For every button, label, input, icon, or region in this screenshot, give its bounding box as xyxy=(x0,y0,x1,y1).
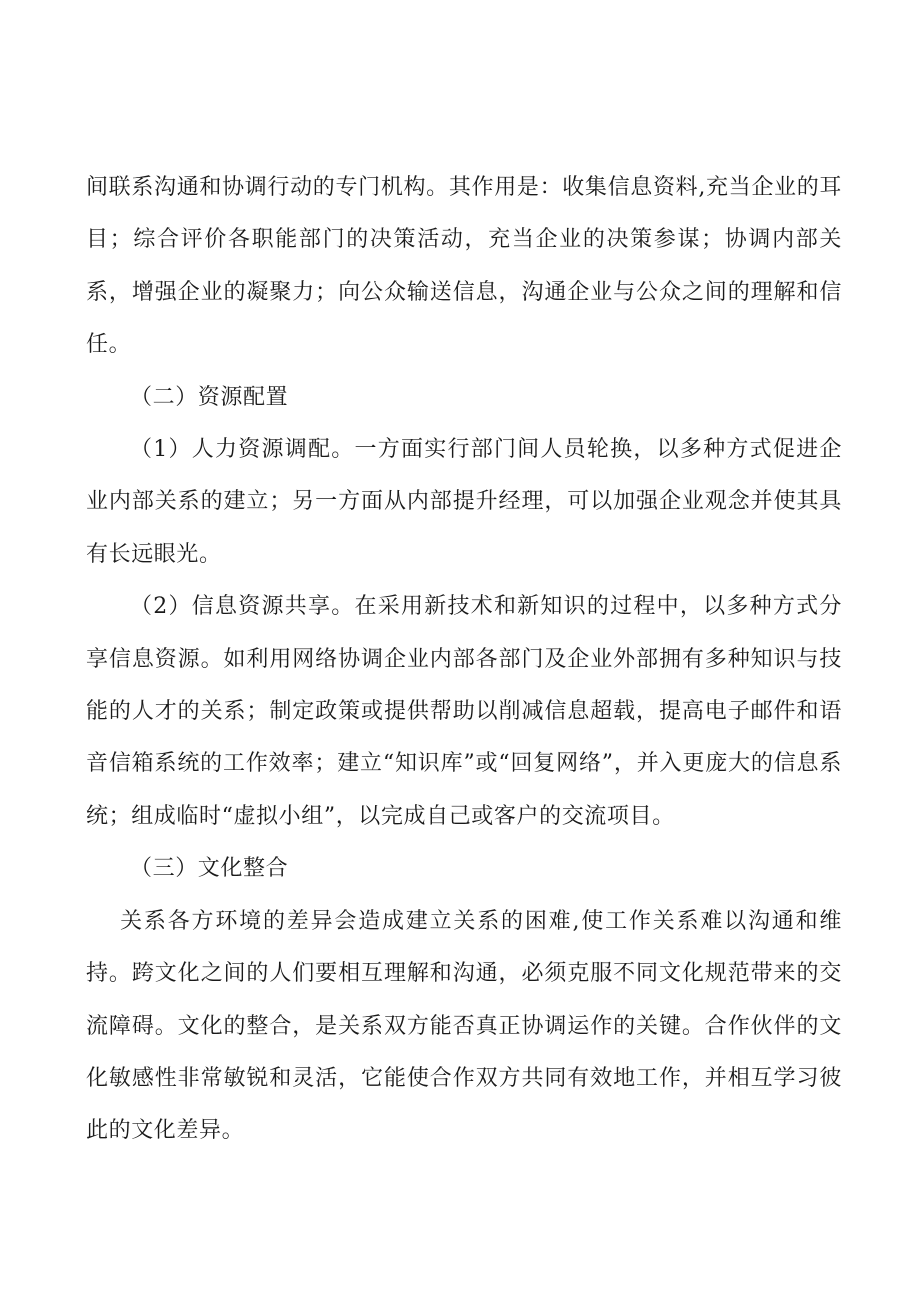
section-heading-resource-allocation: （二）资源配置 xyxy=(130,384,289,410)
paragraph-cultural-integration: 关系各方环境的差异会造成建立关系的困难,使工作关系难以沟通和维持。跨文化之间的人们要相互理解和沟通，必须克服不同文化规范带来的交流障碍。文化的整合，是关系双方能否真正协调运作的关键。合作伙伴的文化敏感性非常敏锐和灵活，它能使合作双方共同有效地工作，并相互学习彼此的文化差异。 xyxy=(86,908,842,1144)
document-body xyxy=(86,162,842,1158)
paragraph-continued-function: 间联系沟通和协调行动的专门机构。其作用是：收集信息资料,充当企业的耳目；综合评价各职能部门的决策活动，充当企业的决策参谋；协调内部关系，增强企业的凝聚力；向公众输送信息，沟通企业与公众之间的理解和信任。 xyxy=(86,175,842,358)
paragraph-information-sharing: （2）信息资源共享。在采用新技术和新知识的过程中，以多种方式分享信息资源。如利用网络协调企业内部各部门及企业外部拥有多种知识与技能的人才的关系；制定政策或提供帮助以削减信息超载，提高电子邮件和语音信箱系统的工作效率；建立“知识库”或“回复网络”，并入更庞大的信息系统；组成临时“虚拟小组”，以完成自己或客户的交流项目。 xyxy=(86,594,842,829)
section-heading-cultural-integration: （三）文化整合 xyxy=(130,856,289,882)
paragraph-human-resources: （1）人力资源调配。一方面实行部门间人员轮换，以多种方式促进企业内部关系的建立；另一方面从内部提升经理，可以加强企业观念并使其具有长远眼光。 xyxy=(86,437,842,567)
